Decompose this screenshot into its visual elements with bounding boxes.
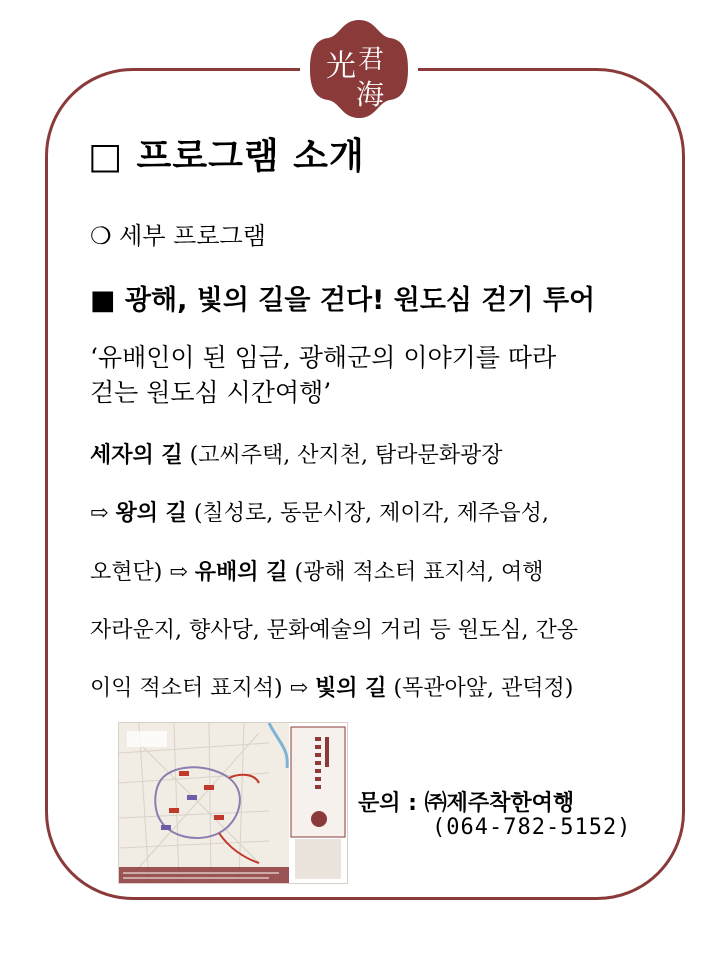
section-subheading: ❍ 세부 프로그램 — [90, 222, 266, 250]
seal-glyph-2: 海 — [356, 78, 385, 111]
route-segment-crown-prince: 세자의 길 — [90, 443, 183, 468]
route-line-2 — [90, 496, 549, 527]
route-segment-king: 왕의 길 — [115, 501, 187, 526]
contact-phone: (064-782-5152) — [432, 815, 632, 840]
gwanghae-seal-icon — [306, 16, 412, 122]
route-desc-5a: 이익 적소터 표지석) — [90, 676, 290, 701]
route-segment-light: 빛의 길 — [315, 676, 387, 701]
emblem — [300, 16, 418, 126]
walking-tour-map-icon — [119, 723, 347, 883]
arrow-icon: ⇨ — [289, 676, 316, 701]
quote-line-1: ‘유배인이 된 임금, 광해군의 이야기를 따라 — [90, 343, 557, 372]
route-desc-2: (칠성로, 동문시장, 제이각, 제주읍성, — [186, 501, 549, 526]
route-desc-1: (고씨주택, 산지천, 탐라문화광장 — [182, 443, 503, 468]
route-line-3 — [90, 555, 544, 586]
arrow-icon: ⇨ — [169, 560, 195, 585]
route-segment-exile: 유배의 길 — [194, 560, 288, 585]
quote-line-2: 걷는 원도심 시간여행’ — [90, 378, 332, 407]
tour-map-image — [118, 722, 348, 884]
arrow-icon: ⇨ — [90, 501, 116, 526]
page-title: □ 프로그램 소개 — [88, 136, 365, 177]
contact-label: 문의 : ㈜제주착한여행 — [358, 791, 575, 816]
route-desc-3b: (광해 적소터 표지석, 여행 — [287, 560, 544, 585]
route-line-1 — [90, 438, 503, 469]
route-line-5 — [90, 671, 573, 702]
route-desc-5b: (목관아앞, 관덕정) — [386, 676, 574, 701]
route-line-4: 자라운지, 향사당, 문화예술의 거리 등 원도심, 간옹 — [90, 618, 578, 643]
seal-glyph-3: 君 — [358, 45, 385, 75]
program-quote — [90, 340, 650, 410]
program-title: ■ 광해, 빛의 길을 걷다! 원도심 걷기 투어 — [90, 285, 596, 316]
seal-glyph-1: 光 — [326, 49, 356, 84]
route-desc-3a: 오현단) — [90, 560, 170, 585]
